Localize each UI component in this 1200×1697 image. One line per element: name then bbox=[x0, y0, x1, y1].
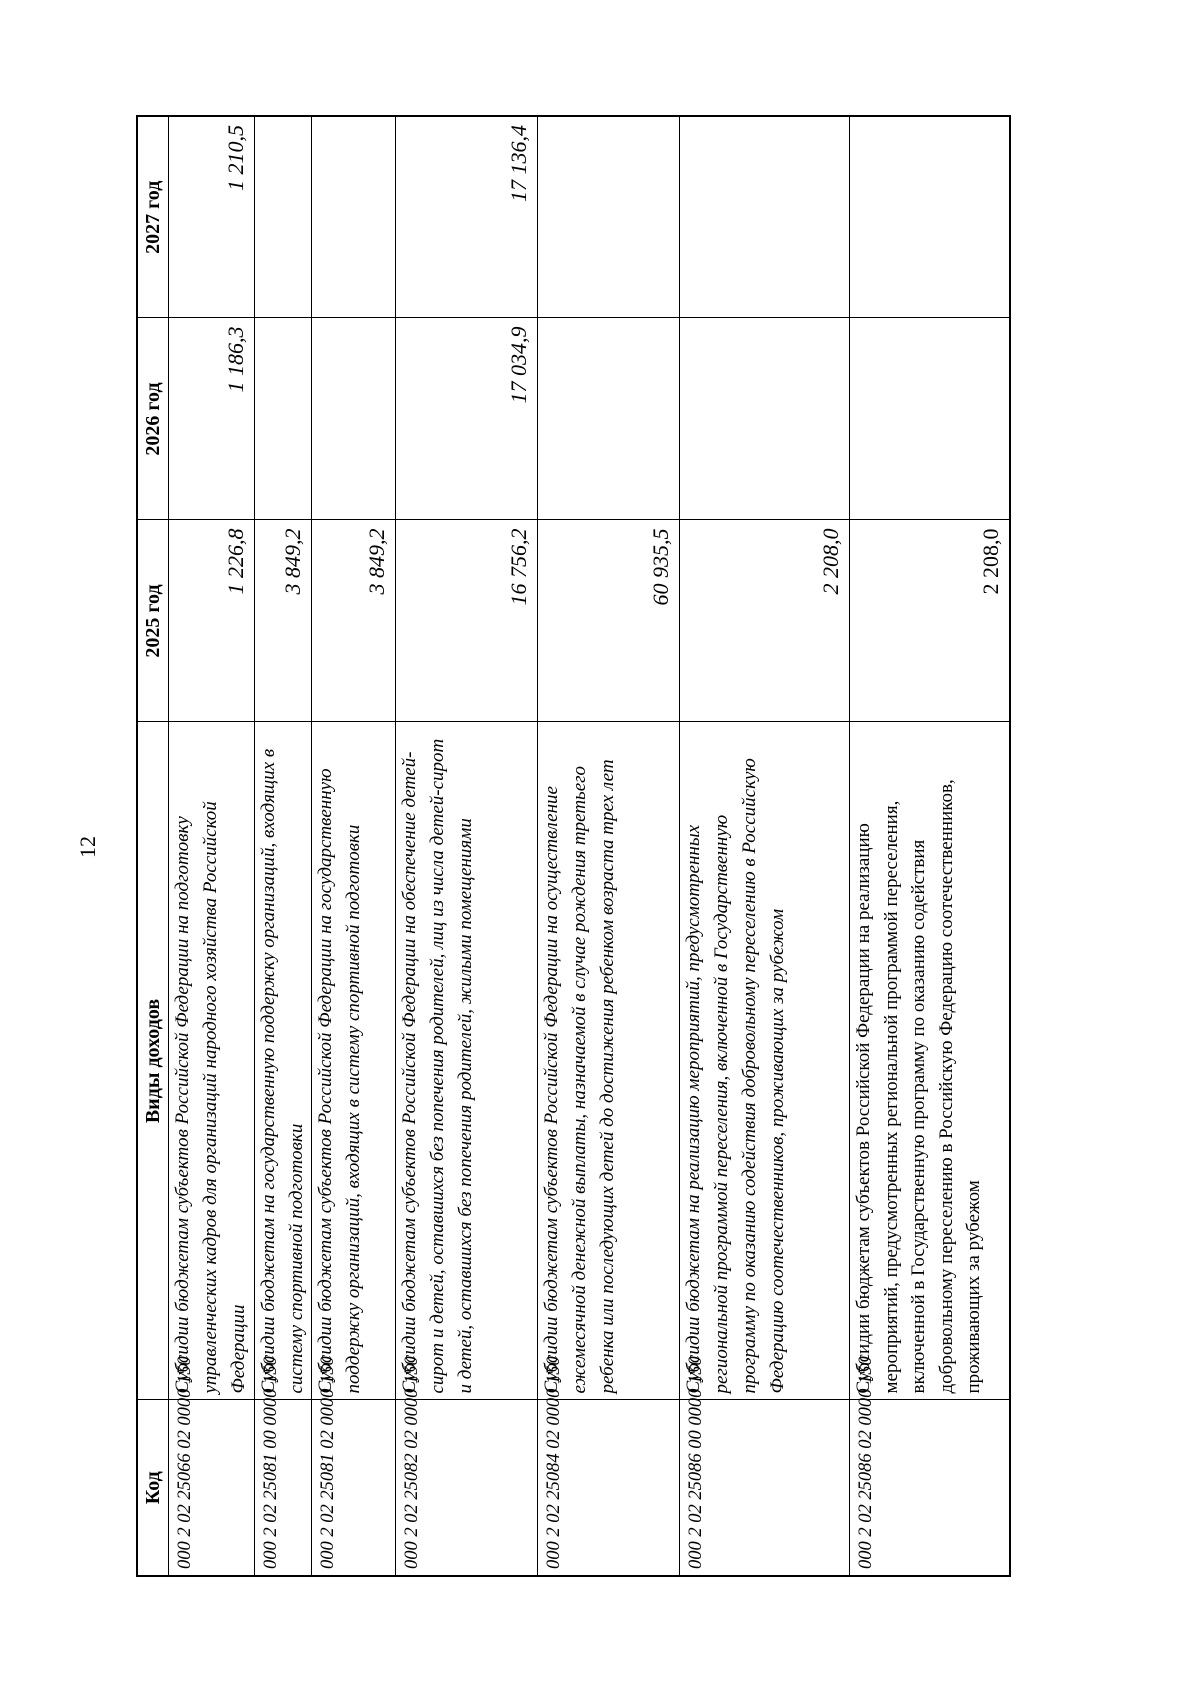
header-2027: 2027 год bbox=[137, 116, 169, 318]
page-number: 12 bbox=[75, 836, 100, 858]
row-value-2026 bbox=[680, 318, 850, 520]
row-value-2026: 17 034,9 bbox=[396, 318, 538, 520]
row-value-2027 bbox=[850, 116, 1010, 318]
row-value-2025: 2 208,0 bbox=[680, 520, 850, 722]
row-value-2026 bbox=[312, 318, 396, 520]
row-code: 000 2 02 25081 02 0000 150 bbox=[312, 1400, 396, 1576]
table-row bbox=[169, 116, 255, 1576]
row-value-2025: 3 849,2 bbox=[255, 520, 312, 722]
row-code: 000 2 02 25086 02 0000 150 bbox=[850, 1400, 1010, 1576]
table-row bbox=[255, 116, 312, 1576]
header-code: Код bbox=[137, 1400, 169, 1576]
row-value-2026 bbox=[538, 318, 680, 520]
row-value-2026 bbox=[850, 318, 1010, 520]
row-code: 000 2 02 25066 02 0000 150 bbox=[169, 1400, 255, 1576]
row-value-2025: 3 849,2 bbox=[312, 520, 396, 722]
header-2025: 2025 год bbox=[137, 520, 169, 722]
table-row bbox=[680, 116, 850, 1576]
row-description: Субсидии бюджетам на государственную поддержку организаций, входящих в систему спортивной подготовки bbox=[255, 722, 312, 1400]
row-value-2027: 17 136,4 bbox=[396, 116, 538, 318]
row-code: 000 2 02 25084 02 0000 150 bbox=[538, 1400, 680, 1576]
row-description: Субсидии бюджетам субъектов Российской Федерации на реализацию мероприятий, предусмотренных региональной программой переселения, включенной в Государственную программу по оказанию содействия добровольному переселению в Российскую Федерацию соотечественников, проживающих за рубежом bbox=[850, 722, 1010, 1400]
row-value-2025: 2 208,0 bbox=[850, 520, 1010, 722]
row-code: 000 2 02 25082 02 0000 150 bbox=[396, 1400, 538, 1576]
header-revenue-type: Виды доходов bbox=[137, 722, 169, 1400]
row-description: Субсидии бюджетам субъектов Российской Федерации на осуществление ежемесячной денежной выплаты, назначаемой в случае рождения третьего ребенка или последующих детей до достижения ребенком возраста трех лет bbox=[538, 722, 680, 1400]
row-description: Субсидии бюджетам на реализацию мероприятий, предусмотренных региональной программой переселения, включенной в Государственную программу по оказанию содействия добровольному переселению в Российскую Федерацию соотечественников, проживающих за рубежом bbox=[680, 722, 850, 1400]
table-header-row bbox=[137, 116, 169, 1576]
row-value-2027 bbox=[312, 116, 396, 318]
revenue-table bbox=[136, 115, 1011, 1577]
row-value-2026: 1 186,3 bbox=[169, 318, 255, 520]
row-code: 000 2 02 25081 00 0000 150 bbox=[255, 1400, 312, 1576]
header-2026: 2026 год bbox=[137, 318, 169, 520]
table-row bbox=[396, 116, 538, 1576]
row-description: Субсидии бюджетам субъектов Российской Федерации на государственную поддержку организаций, входящих в систему спортивной подготовки bbox=[312, 722, 396, 1400]
row-value-2025: 1 226,8 bbox=[169, 520, 255, 722]
row-value-2026 bbox=[255, 318, 312, 520]
row-value-2027 bbox=[255, 116, 312, 318]
row-description: Субсидии бюджетам субъектов Российской Федерации на подготовку управленческих кадров для организаций народного хозяйства Российской Федерации bbox=[169, 722, 255, 1400]
table-row bbox=[850, 116, 1010, 1576]
row-value-2027: 1 210,5 bbox=[169, 116, 255, 318]
rotated-table-container bbox=[136, 117, 1011, 1577]
row-value-2025: 16 756,2 bbox=[396, 520, 538, 722]
row-value-2027 bbox=[538, 116, 680, 318]
row-code: 000 2 02 25086 00 0000 150 bbox=[680, 1400, 850, 1576]
table-row bbox=[538, 116, 680, 1576]
row-value-2025: 60 935,5 bbox=[538, 520, 680, 722]
table-row bbox=[312, 116, 396, 1576]
row-value-2027 bbox=[680, 116, 850, 318]
row-description: Субсидии бюджетам субъектов Российской Федерации на обеспечение детей-сирот и детей, оставшихся без попечения родителей, лиц из числа детей-сирот и детей, оставшихся без попечения родителей, жилыми помещениями bbox=[396, 722, 538, 1400]
